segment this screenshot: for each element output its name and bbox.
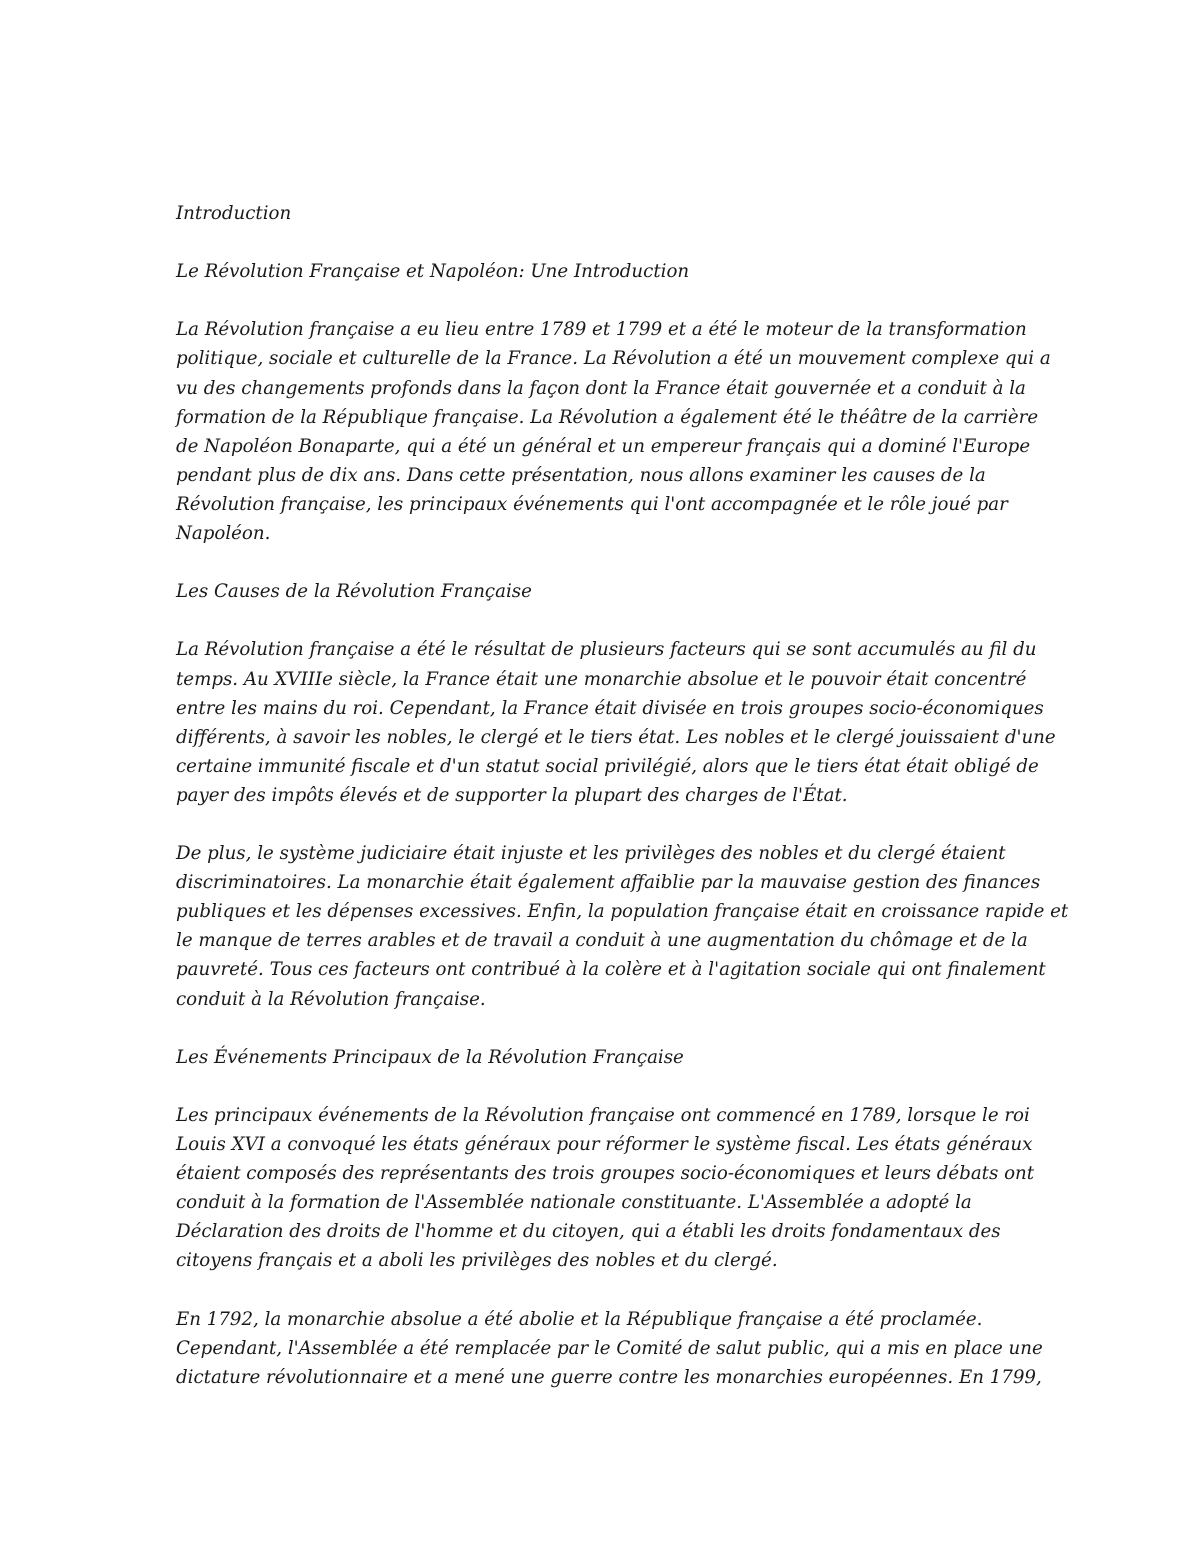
heading-events: [176, 1043, 1046, 1072]
paragraph-line: formation de la République française. La Révolution a également été le théâtre de la carrière: [176, 406, 1039, 428]
paragraph-line: certaine immunité fiscale et d'un statut social privilégié, alors que le tiers état était obligé de: [176, 755, 1039, 777]
paragraph-line: En 1792, la monarchie absolue a été abolie et la République française a été proclamée.: [176, 1308, 983, 1330]
paragraph-line: de Napoléon Bonaparte, qui a été un général et un empereur français qui a dominé l'Europe: [176, 435, 1031, 457]
paragraph-line: Révolution française, les principaux événements qui l'ont accompagnée et le rôle joué par: [176, 493, 1008, 515]
paragraph-line: Cependant, l'Assemblée a été remplacée par le Comité de salut public, qui a mis en place une: [176, 1337, 1043, 1359]
paragraph-introduction: [176, 315, 1051, 548]
paragraph-line: citoyens français et a aboli les privilèges des nobles et du clergé.: [176, 1250, 778, 1272]
paragraph-line: discriminatoires. La monarchie était également affaiblie par la mauvaise gestion des finances: [176, 872, 1041, 894]
paragraph-line: pendant plus de dix ans. Dans cette présentation, nous allons examiner les causes de la: [176, 464, 986, 486]
document-title-text: Le Révolution Française et Napoléon: Une Introduction: [176, 261, 690, 283]
paragraph-line: La Révolution française a été le résultat de plusieurs facteurs qui se sont accumulés au fil du: [176, 639, 1037, 661]
paragraph-line: publiques et les dépenses excessives. Enfin, la population française était en croissance rapide et: [176, 901, 1069, 923]
paragraph-line: politique, sociale et culturelle de la France. La Révolution a été un mouvement complexe qui a: [176, 348, 1051, 370]
paragraph-line: étaient composés des représentants des trois groupes socio-économiques et leurs débats ont: [176, 1163, 1035, 1185]
paragraph-line: De plus, le système judiciaire était injuste et les privilèges des nobles et du clergé étaient: [176, 843, 1006, 865]
intro-label-text: Introduction: [176, 203, 292, 224]
paragraph-line: conduit à la formation de l'Assemblée nationale constituante. L'Assemblée a adopté la: [176, 1192, 972, 1214]
document-body: [176, 199, 1069, 1421]
paragraph-events-continued: [176, 1305, 1046, 1392]
intro-label: [176, 199, 1046, 228]
paragraph-line: pauvreté. Tous ces facteurs ont contribué à la colère et à l'agitation sociale qui ont finalement: [176, 959, 1046, 981]
paragraph-line: temps. Au XVIIIe siècle, la France était une monarchie absolue et le pouvoir était concentré: [176, 668, 1027, 690]
heading-causes-text: Les Causes de la Révolution Française: [176, 581, 532, 603]
paragraph-causes: [176, 635, 1056, 810]
paragraph-line: Les principaux événements de la Révolution française ont commencé en 1789, lorsque le roi: [176, 1104, 1030, 1126]
paragraph-line: Déclaration des droits de l'homme et du citoyen, qui a établi les droits fondamentaux des: [176, 1221, 1001, 1243]
paragraph-line: La Révolution française a eu lieu entre 1789 et 1799 et a été le moteur de la transformation: [176, 319, 1027, 341]
paragraph-causes-continued: [176, 839, 1069, 1014]
document-title: [176, 257, 1046, 286]
heading-events-text: Les Événements Principaux de la Révolution Française: [176, 1046, 684, 1068]
paragraph-line: vu des changements profonds dans la façon dont la France était gouvernée et a conduit à la: [176, 377, 1026, 399]
heading-causes: [176, 577, 1046, 606]
paragraph-events: [176, 1101, 1046, 1276]
paragraph-line: conduit à la Révolution française.: [176, 988, 486, 1010]
paragraph-line: payer des impôts élevés et de supporter la plupart des charges de l'État.: [176, 784, 848, 806]
paragraph-line: différents, à savoir les nobles, le clergé et le tiers état. Les nobles et le clergé jouissaient d'une: [176, 726, 1056, 748]
paragraph-line: Louis XVI a convoqué les états généraux pour réformer le système fiscal. Les états généraux: [176, 1134, 1033, 1155]
paragraph-line: dictature révolutionnaire et a mené une guerre contre les monarchies européennes. En 1799,: [176, 1366, 1042, 1388]
paragraph-line: Napoléon.: [176, 523, 271, 545]
paragraph-line: le manque de terres arables et de travail a conduit à une augmentation du chômage et de la: [176, 930, 1028, 952]
paragraph-line: entre les mains du roi. Cependant, la France était divisée en trois groupes socio-économiques: [176, 697, 1044, 719]
